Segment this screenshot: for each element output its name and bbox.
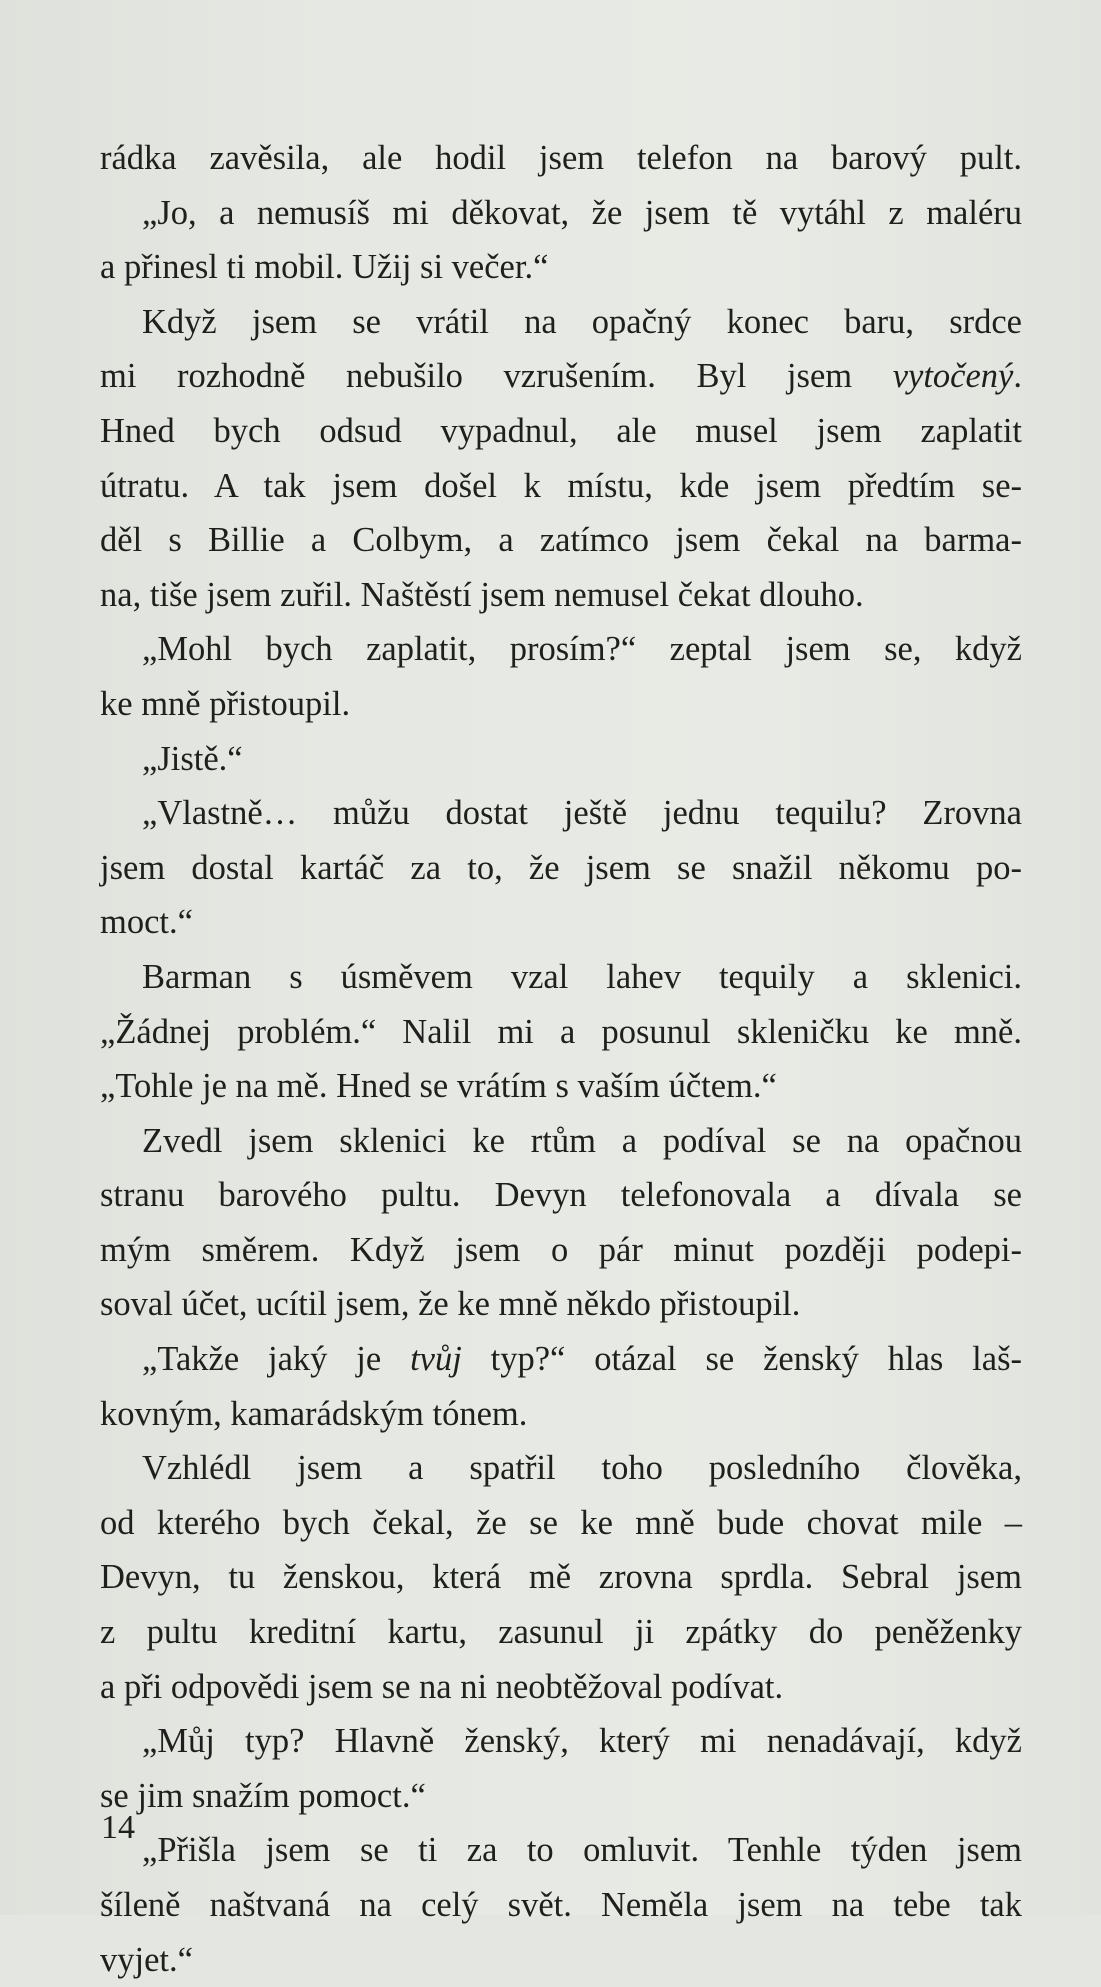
body-text: [100, 131, 1022, 1987]
italic-word: tvůj: [410, 1340, 462, 1379]
text-line: děl s Billie a Colbym, a zatímco jsem čekal na barma-: [100, 521, 1022, 560]
text-line: útratu. A tak jsem došel k místu, kde jsem předtím se-: [100, 466, 1022, 505]
text-line: Zvedl jsem sklenici ke rtům a podíval se na opačnou: [142, 1121, 1022, 1160]
text-line: „Takže jaký je tvůj typ?“ otázal se ženský hlas laš-: [142, 1340, 1022, 1379]
text-line: „Tohle je na mě. Hned se vrátím s vaším účtem.“: [100, 1067, 777, 1106]
text-line: ke mně přistoupil.: [100, 684, 351, 723]
text-line: z pultu kreditní kartu, zasunul ji zpátky do peněženky: [100, 1613, 1022, 1652]
text-line: Když jsem se vrátil na opačný konec baru, srdce: [142, 302, 1022, 341]
text-line: a při odpovědi jsem se na ni neobtěžoval podívat.: [100, 1667, 784, 1706]
text-line: „Žádnej problém.“ Nalil mi a posunul skleničku ke mně.: [100, 1012, 1022, 1051]
text-line: kovným, kamarádským tónem.: [100, 1394, 528, 1433]
text-line: vyjet.“: [100, 1940, 193, 1979]
text-line: mým směrem. Když jsem o pár minut později podepi-: [100, 1230, 1022, 1269]
text-line: od kterého bych čekal, že se ke mně bude chovat mile –: [100, 1503, 1022, 1542]
text-line: „Mohl bych zaplatit, prosím?“ zeptal jsem se, když: [142, 630, 1022, 669]
text-line: soval účet, ucítil jsem, že ke mně někdo přistoupil.: [100, 1285, 801, 1324]
text-line: Devyn, tu ženskou, která mě zrovna sprdla. Sebral jsem: [100, 1558, 1022, 1597]
text-line: mi rozhodně nebušilo vzrušením. Byl jsem vytočený.: [100, 357, 1022, 396]
text-line: „Přišla jsem se ti za to omluvit. Tenhle týden jsem: [142, 1831, 1022, 1870]
italic-word: vytočený: [892, 357, 1014, 396]
text-line: stranu barového pultu. Devyn telefonovala a dívala se: [100, 1176, 1022, 1215]
text-line: „Jo, a nemusíš mi děkovat, že jsem tě vytáhl z maléru: [142, 193, 1022, 232]
text-line: Hned bych odsud vypadnul, ale musel jsem zaplatit: [100, 411, 1022, 450]
text-line: a přinesl ti mobil. Užij si večer.“: [100, 248, 549, 287]
text-line: Barman s úsměvem vzal lahev tequily a sklenici.: [142, 957, 1022, 996]
text-line: na, tiše jsem zuřil. Naštěstí jsem nemusel čekat dlouho.: [100, 575, 864, 614]
text-line: jsem dostal kartáč za to, že jsem se snažil někomu po-: [100, 848, 1022, 887]
text-line: „Můj typ? Hlavně ženský, který mi nenadávají, když: [142, 1722, 1022, 1761]
text-line: se jim snažím pomoct.“: [100, 1776, 426, 1815]
text-line: Vzhlédl jsem a spatřil toho posledního člověka,: [142, 1449, 1022, 1488]
text-line: moct.“: [100, 903, 193, 942]
page-number: 14: [101, 1809, 135, 1846]
text-line: „Jistě.“: [142, 739, 243, 778]
text-line: „Vlastně… můžu dostat ještě jednu tequilu? Zrovna: [142, 794, 1022, 833]
text-line: rádka zavěsila, ale hodil jsem telefon na barový pult.: [100, 139, 1022, 177]
text-line: šíleně naštvaná na celý svět. Neměla jsem na tebe tak: [100, 1886, 1022, 1924]
